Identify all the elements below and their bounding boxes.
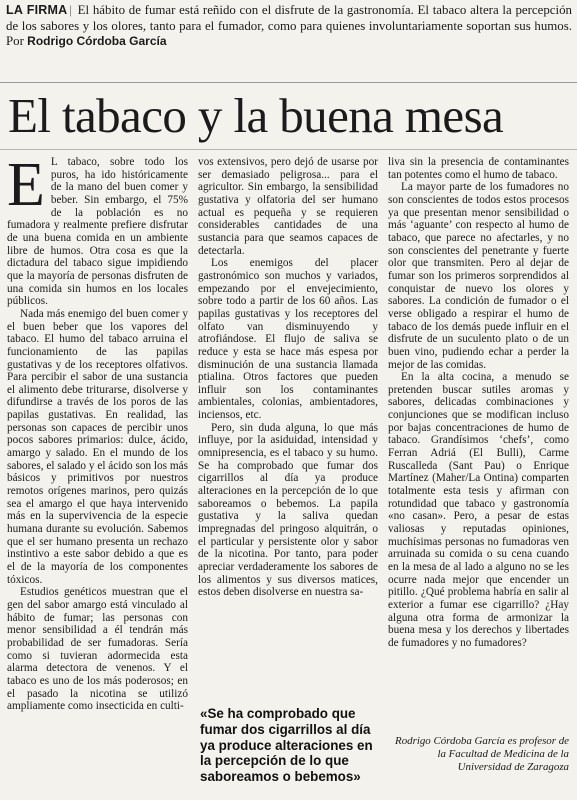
standfirst-text: El hábito de fumar está reñido con el disfrute de la gastronomía. El tabaco altera la percepción de los sabores y los olores, tanto para el fumador, como para quienes involuntariamente soportan sus humos. Por [6, 3, 572, 49]
standfirst [6, 3, 572, 50]
paragraph: La mayor parte de los fumadores no son conscientes de todos estos procesos ya que presentan menor sensibilidad o más ‘aguante’ con respecto al humo de tabaco, que parece no afectarles, y no son conscientes del penetrante y fuerte olor que transmiten. Pero al dejar de fumar son los primeros sorprendidos al conquistar de nuevo los olores y sabores. La condición de fumador o el verse obligado a respirar el humo de tabaco de los demás puede influir en el disfrute de un suculento plato o de un buen vino, pudiendo echar a perder la mejor de las comidas. [388, 181, 569, 371]
paragraph: En la alta cocina, a menudo se pretenden buscar sutiles aromas y sabores, delicadas combinaciones y conjunciones que se modifican incluso por bajas concentraciones de humo de tabaco. Grandísimos ‘chefs’, como Ferran Adriá (El Bulli), Carme Ruscalleda (Sant Pau) o Enrique Martínez (Maher/La Ontina) comparten totalmente esta tesis y afirman con rotundidad que tabaco y gastronomía «no casan». Pero, a pesar de estas valiosas y reputadas opiniones, muchísimas personas no fumadoras ven arruinada su comida o su cena cuando en la mesa de al lado a alguno no se les ocurre nada mejor que encender un pitillo. ¿Qué problema habría en salir al exterior a fumar ese cigarrillo? ¿Hay alguna otra forma de armonizar la buena mesa y los derechos y libertades de fumadores y no fumadores? [388, 371, 569, 649]
pull-quote: «Se ha comprobado que fumar dos cigarrillos al día ya produce alteraciones en la percepción de lo que saboreamos o bebemos» [200, 706, 373, 785]
headline: El tabaco y la buena mesa [8, 88, 504, 143]
author-name: Rodrigo Córdoba García [27, 34, 167, 49]
article-column-3 [388, 156, 569, 716]
paragraph: Estudios genéticos muestran que el gen del sabor amargo está vinculado al hábito de fumar; las personas con menor sensibilidad a él tendrán más probabilidad de ser fumadoras. Sería como si tuvieran adormecida esta alarma detectora de venenos. Y el tabaco es uno de los más poderosos; en el pasado la nicotina se utilizó ampliamente como insecticida en culti- [7, 586, 188, 713]
paragraph: Pero, sin duda alguna, lo que más influye, por la asiduidad, intensidad y omnipresencia, es el tabaco y su humo. Se ha comprobado que fumar dos cigarrillos al día ya produce alteraciones en la percepción de lo que saboreamos o bebemos. La papila gustativa y la saliva quedan impregnadas del pringoso alquitrán, o el particular y persistente olor y sabor de la nicotina. Por tanto, para poder apreciar verdaderamente los sabores de los alimentos y sus diversos matices, estos deben disolverse en nuestra sa- [198, 421, 378, 599]
paragraph [7, 151, 188, 308]
header-divider [0, 82, 577, 83]
article-column-2 [198, 156, 378, 599]
paragraph: vos extensivos, pero dejó de usarse por ser demasiado peligrosa... para el agricultor. Sin embargo, la sensibilidad gustativa y olfatoria del ser humano actual es pequeña y se requieren considerables cantidades de una sustancia para que seamos capaces de detectarla. [198, 156, 378, 257]
section-label: LA FIRMA [6, 3, 68, 17]
separator: | [69, 3, 72, 17]
paragraph: Nada más enemigo del buen comer y el buen beber que los vapores del tabaco. El humo del tabaco arruina el funcionamiento de las papilas gustativas y de los receptores olfativos. Para percibir el sabor de una sustancia el alimento debe triturarse, disolverse y difundirse a través de los poros de las papilas gustativas. En realidad, las personas son capaces de percibir unos pocos sabores primarios: dulce, ácido, amargo y salado. En el mundo de los sabores, el salado y el ácido son los más básicos y primitivos por nuestros remotos orígenes marinos, pero quizás sea el amargo el que haya intervenido más en la supervivencia de la especie humana durante su evolución. Sabemos que el ser humano presenta un rechazo instintivo a este sabor debido a que es el de la mayoría de los componentes tóxicos. [7, 307, 188, 586]
paragraph-text: L tabaco, sobre todo los puros, ha ido históricamente de la mano del buen comer y beber. Sin embargo, el 75% de la población es no fumadora y realmente prefiere disfrutar de una buena comida en un ambiente libre de humos. Otra cosa es que la dictadura del tabaco sigue impidiendo que la mayoría de personas disfruten de una comida sin humos en los locales públicos. [7, 156, 188, 308]
paragraph: liva sin la presencia de contaminantes tan potentes como el humo de tabaco. [388, 156, 569, 181]
headline-divider [0, 149, 577, 150]
article-column-1 [7, 151, 188, 796]
paragraph: Los enemigos del placer gastronómico son muchos y variados, empezando por el envejecimiento, sobre todo a partir de los 60 años. Las papilas gustativas y los receptores del olfato van disminuyendo y atrofiándose. El flujo de saliva se reduce y esta se hace más espesa por disminución de una sustancia llamada ptialina. Otros factores que pueden influir son los contaminantes ambientales, colonias, ambientadores, inciensos, etc. [198, 257, 378, 422]
drop-cap: E [7, 151, 45, 219]
show-through-texture [198, 585, 378, 680]
author-bio: Rodrigo Córdoba García es profesor de la Facultad de Medicina de la Universidad de Zaragoza [395, 735, 569, 773]
